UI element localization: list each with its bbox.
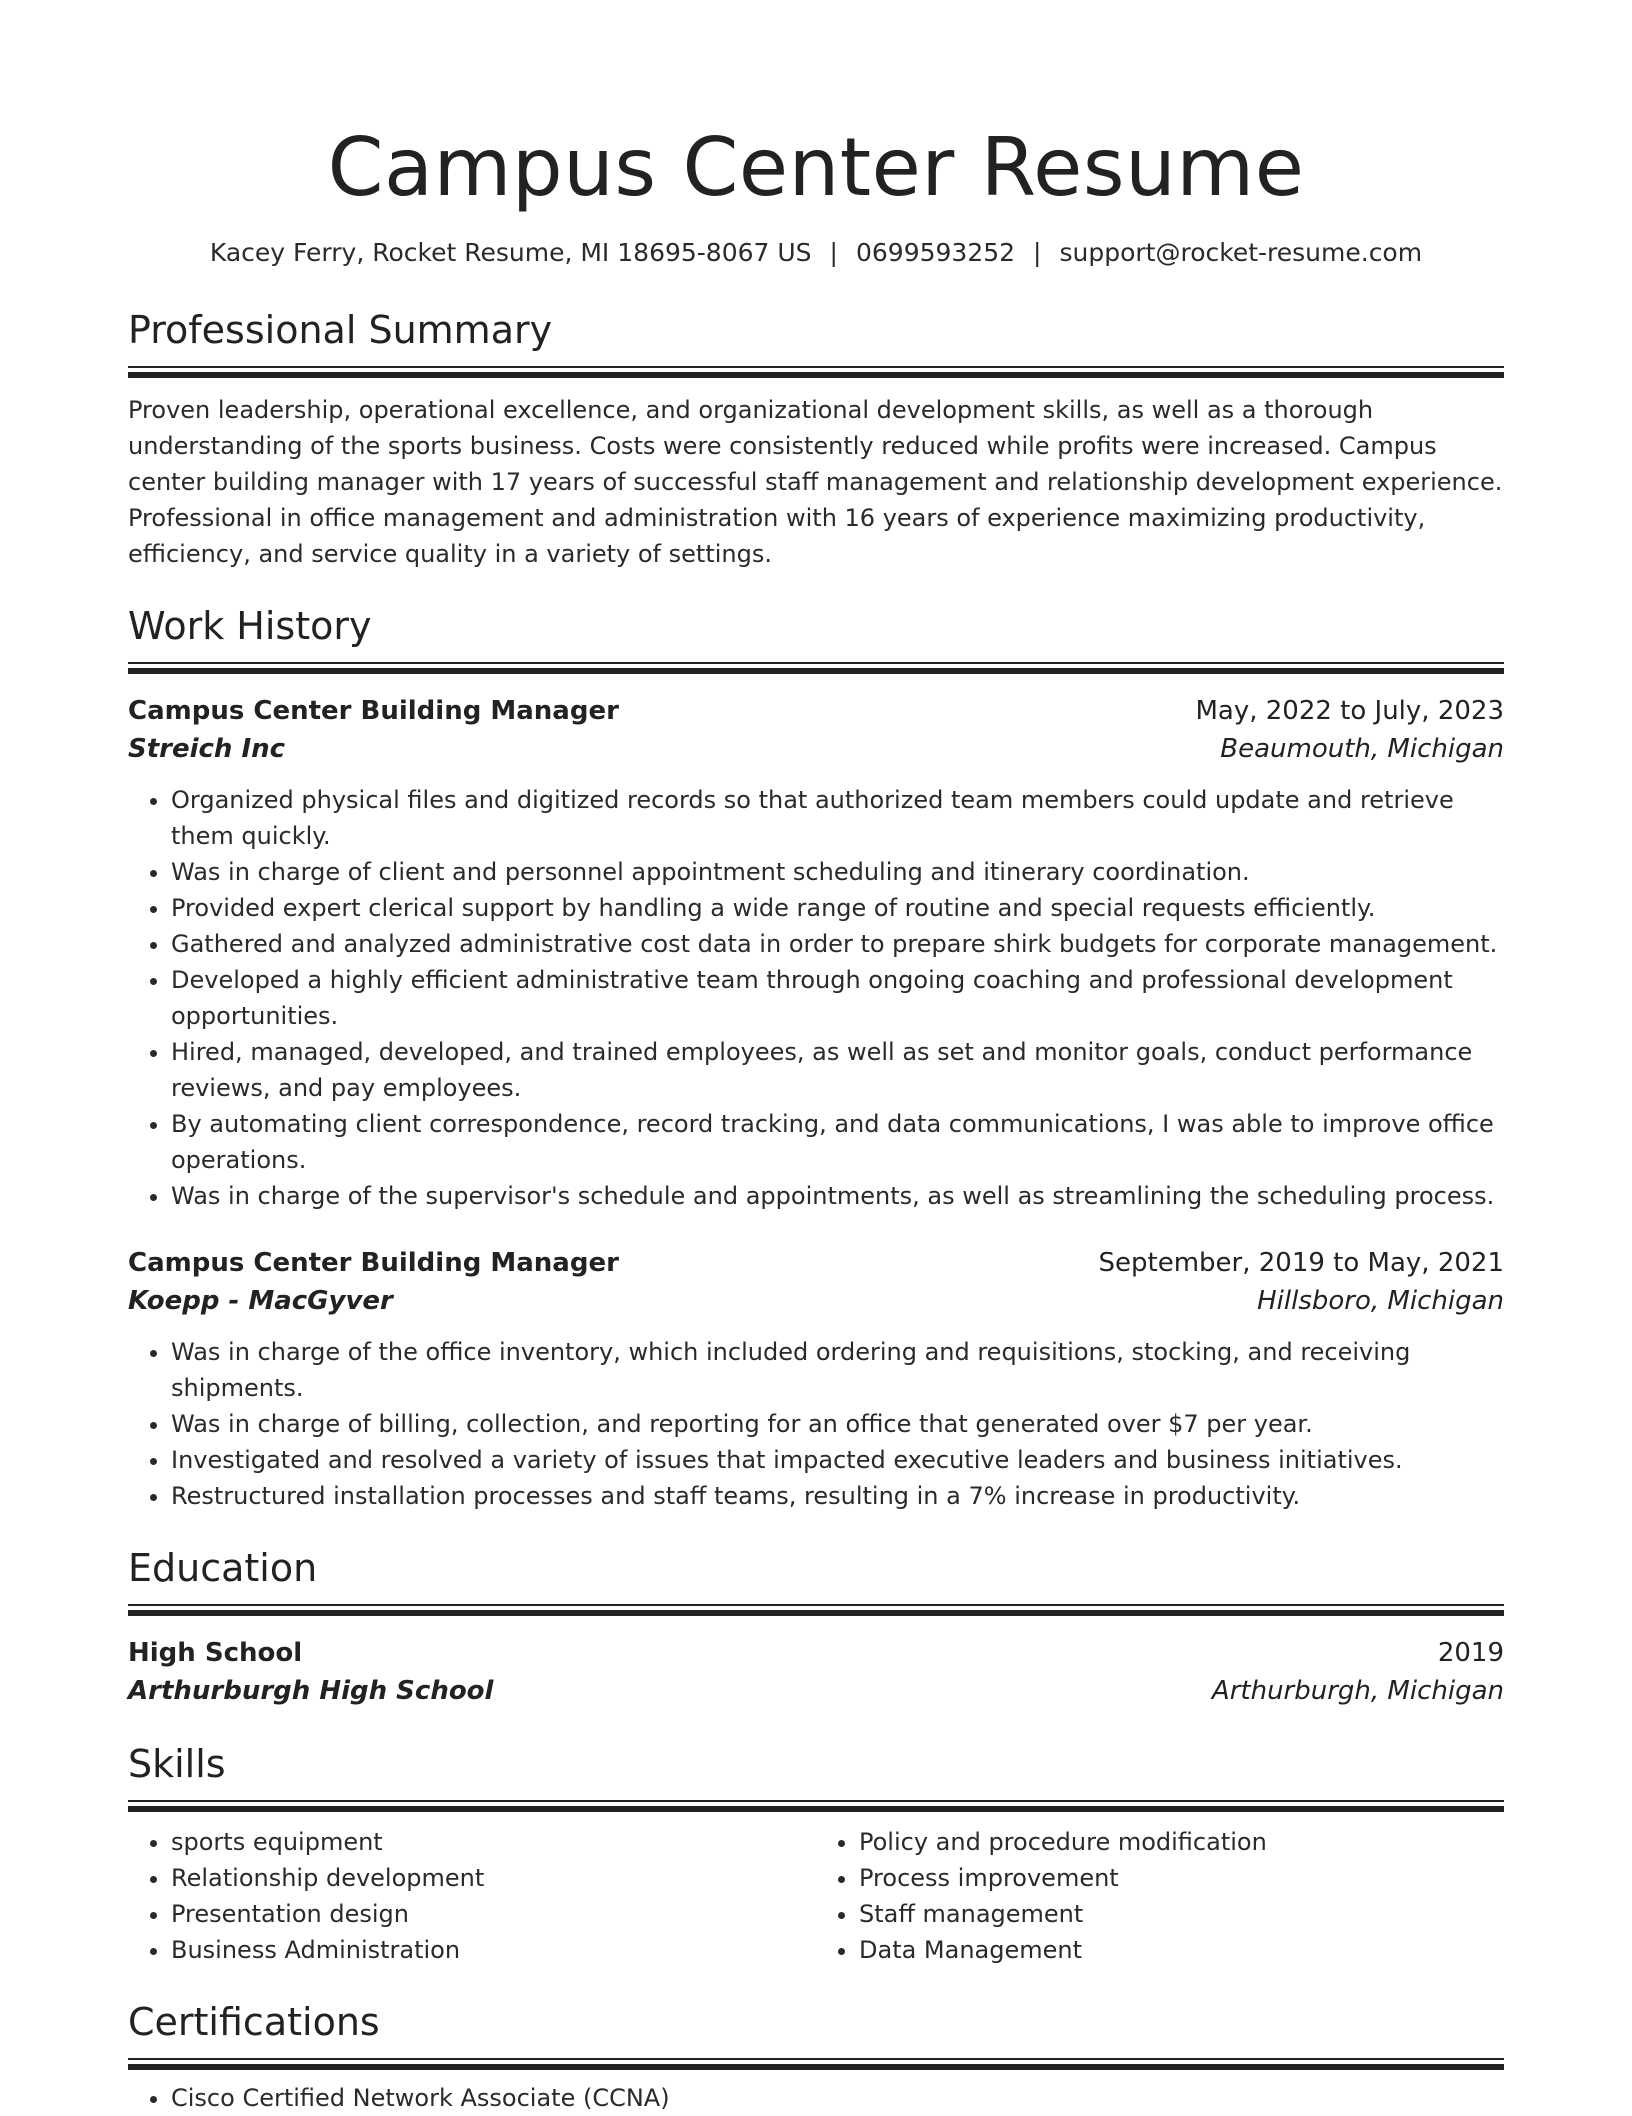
job-bullet: • Was in charge of client and personnel appointment scheduling and itinerary coordination. [171, 854, 1504, 890]
job-location: Beaumouth, Michigan [1220, 734, 1504, 764]
job-dates: May, 2022 to July, 2023 [1195, 696, 1504, 726]
job-company: Streich Inc [128, 734, 286, 764]
skill-item: • Relationship development [171, 1860, 816, 1896]
section-divider [128, 1604, 1504, 1616]
contact-address: Kacey Ferry, Rocket Resume, MI 18695-8067 US [209, 238, 812, 267]
job-bullet: • Restructured installation processes and staff teams, resulting in a 7% increase in productivity. [171, 1478, 1504, 1514]
certifications-section [128, 1998, 1504, 2116]
skills-heading: Skills [128, 1742, 226, 1786]
job-entry [128, 1244, 1504, 1514]
certification-item: • Cisco Certified Network Associate (CCNA) [171, 2080, 1504, 2116]
education-degree: High School [128, 1638, 303, 1668]
job-title: Campus Center Building Manager [128, 696, 619, 726]
job-bullet: • Was in charge of the supervisor's schedule and appointments, as well as streamlining the scheduling process. [171, 1178, 1504, 1214]
job-bullet: • Organized physical files and digitized records so that authorized team members could update and retrieve them quickly. [171, 782, 1504, 854]
job-dates: September, 2019 to May, 2021 [1098, 1248, 1504, 1278]
education-heading: Education [128, 1546, 318, 1590]
education-year: 2019 [1437, 1638, 1504, 1668]
skills-grid [128, 1824, 1504, 1968]
summary-text: Proven leadership, operational excellence, and organizational development skills, as well as a thorough understanding of the sports business. Costs were consistently reduced while profits were increased. Campus center building manager with 17 years of successful staff management and relationship development experience. Professional in office management and administration with 16 years of experience maximizing productivity, efficiency, and service quality in a variety of settings. [128, 396, 1503, 568]
job-location: Hillsboro, Michigan [1257, 1286, 1504, 1316]
certifications-heading: Certifications [128, 2000, 380, 2044]
skill-item: • sports equipment [171, 1824, 816, 1860]
section-divider [128, 662, 1504, 674]
job-bullets [128, 1334, 1504, 1514]
certifications-list [128, 2080, 1504, 2116]
skill-item: • Staff management [859, 1896, 1504, 1932]
contact-email: support@rocket-resume.com [1059, 238, 1423, 267]
job-title: Campus Center Building Manager [128, 1248, 619, 1278]
resume-title: Campus Center Resume [327, 121, 1305, 214]
skills-section [128, 1740, 1504, 1968]
contact-separator: | [1033, 238, 1042, 267]
job-bullet: • Was in charge of billing, collection, and reporting for an office that generated over $7 per year. [171, 1406, 1504, 1442]
education-entry [128, 1634, 1504, 1710]
skills-column-left [128, 1824, 816, 1968]
skill-item: • Policy and procedure modification [859, 1824, 1504, 1860]
job-company: Koepp - MacGyver [128, 1286, 393, 1316]
contact-separator: | [829, 238, 838, 267]
job-bullet: • By automating client correspondence, record tracking, and data communications, I was able to improve office operations. [171, 1106, 1504, 1178]
education-location: Arthurburgh, Michigan [1211, 1676, 1504, 1706]
job-entry [128, 692, 1504, 1214]
summary-heading: Professional Summary [128, 308, 553, 352]
job-bullet: • Was in charge of the office inventory, which included ordering and requisitions, stocking, and receiving shipments. [171, 1334, 1504, 1406]
skill-item: • Business Administration [171, 1932, 816, 1968]
job-bullet: • Investigated and resolved a variety of issues that impacted executive leaders and business initiatives. [171, 1442, 1504, 1478]
education-section [128, 1544, 1504, 1710]
job-bullet: • Provided expert clerical support by handling a wide range of routine and special requests efficiently. [171, 890, 1504, 926]
work-history-section [128, 602, 1504, 1514]
work-history-heading: Work History [128, 604, 372, 648]
job-bullet: • Developed a highly efficient administrative team through ongoing coaching and professional development opportunities. [171, 962, 1504, 1034]
education-school: Arthurburgh High School [128, 1676, 494, 1706]
section-divider [128, 1800, 1504, 1812]
contact-line [128, 236, 1504, 270]
skill-item: • Process improvement [859, 1860, 1504, 1896]
section-divider [128, 2058, 1504, 2070]
skill-item: • Presentation design [171, 1896, 816, 1932]
contact-phone: 0699593252 [855, 238, 1016, 267]
summary-section [128, 306, 1504, 572]
job-bullets [128, 782, 1504, 1214]
job-bullet: • Hired, managed, developed, and trained employees, as well as set and monitor goals, conduct performance reviews, and pay employees. [171, 1034, 1504, 1106]
job-bullet: • Gathered and analyzed administrative cost data in order to prepare shirk budgets for corporate management. [171, 926, 1504, 962]
skills-column-right [816, 1824, 1504, 1968]
section-divider [128, 366, 1504, 378]
skill-item: • Data Management [859, 1932, 1504, 1968]
